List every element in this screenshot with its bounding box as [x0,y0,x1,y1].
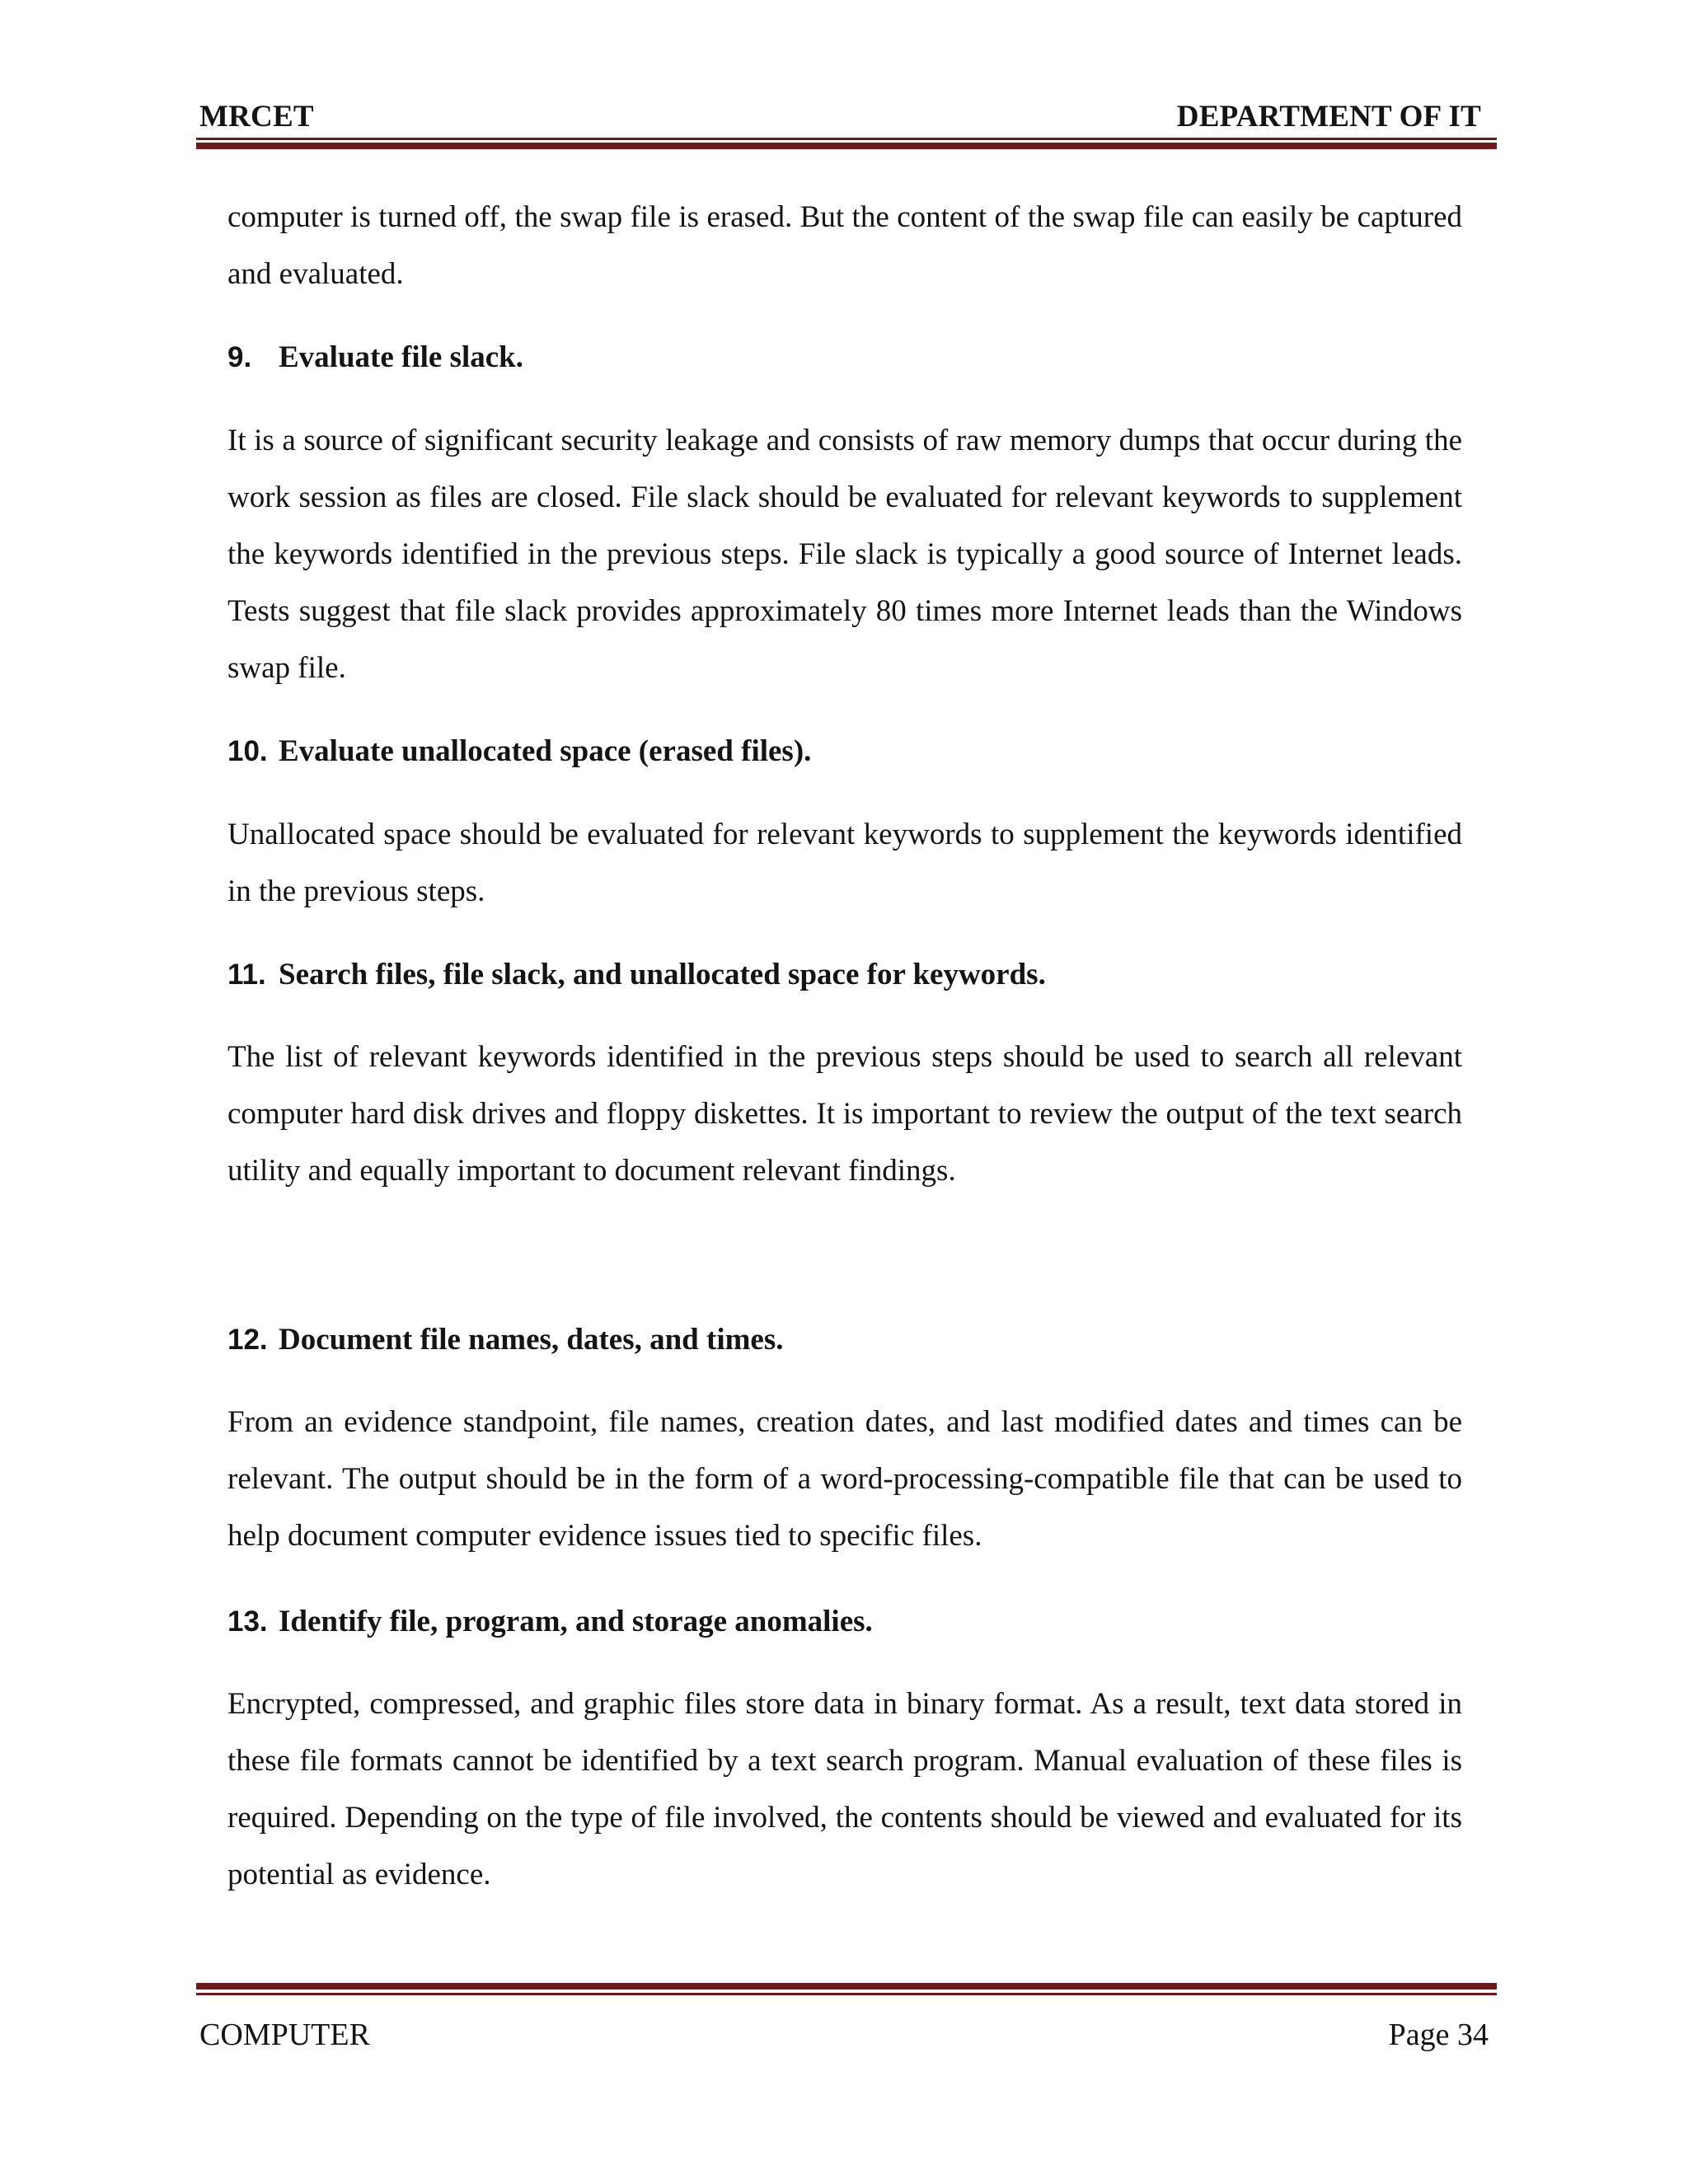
section-number: 12. [227,1324,268,1356]
section-heading [227,1602,873,1642]
footer-page-number: Page 34 [1388,2018,1489,2052]
section-body: Encrypted, compressed, and graphic files store data in binary format. As a result, text data stored in these file formats cannot be identified by a text search program. Manual evaluation of these files is required. Depending on the type of file involved, the contents should be viewed and evaluated for its potential as evidence. [227,1687,1462,1891]
section-number: 13. [227,1605,268,1638]
section-title: Search files, file slack, and unallocated space for keywords. [279,958,1046,991]
footer-rule-thick [196,1983,1497,1990]
footer-course: COMPUTER [199,2018,370,2052]
section-body: Unallocated space should be evaluated for relevant keywords to supplement the keywords identified in the previous steps. [227,818,1462,908]
section-number: 11. [227,958,266,991]
intro-paragraph: computer is turned off, the swap file is erased. But the content of the swap file can easily be captured and evaluated. [227,200,1462,291]
section-heading [227,955,1046,995]
header-institution: MRCET [199,100,314,134]
section-body: The list of relevant keywords identified in the previous steps should be used to search all relevant computer hard disk drives and floppy diskettes. It is important to review the output of the text search utility and equally important to document relevant findings. [227,1040,1462,1188]
section-title: Evaluate unallocated space (erased files). [279,734,812,768]
section-title: Identify file, program, and storage anomalies. [279,1605,873,1638]
section-number: 9. [227,341,252,373]
header-rule-thick [196,143,1497,149]
header-rule-thin [196,138,1497,140]
header-department: DEPARTMENT OF IT [1176,100,1481,134]
section-body: It is a source of significant security leakage and consists of raw memory dumps that occur during the work session as files are closed. File slack should be evaluated for relevant keywords to supplement the keywords identified in the previous steps. File slack is typically a good source of Internet leads. Tests suggest that file slack provides approximately 80 times more Internet leads than the Windows swap file. [227,424,1462,685]
section-body: From an evidence standpoint, file names, creation dates, and last modified dates and times can be relevant. The output should be in the form of a word-processing-compatible file that can be used to help document computer evidence issues tied to specific files. [227,1405,1462,1553]
section-heading [227,1320,784,1360]
section-number: 10. [227,735,268,767]
footer-rule-thin [196,1993,1497,1995]
section-heading [227,732,811,771]
section-heading [227,338,523,377]
section-title: Document file names, dates, and times. [279,1323,784,1357]
section-title: Evaluate file slack. [279,340,524,374]
